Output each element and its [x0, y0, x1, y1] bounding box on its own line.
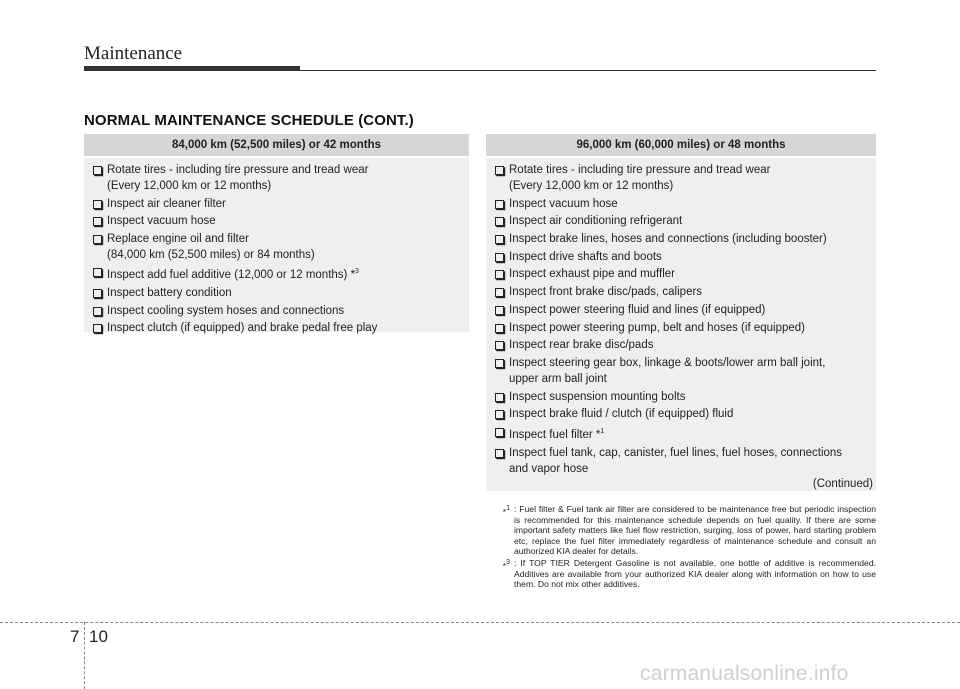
- item-sublabel: upper arm ball joint: [509, 372, 607, 385]
- footnote-text: : Fuel filter & Fuel tank air filter are considered to be maintenance free but periodic inspection is recommended for this maintenance schedule depends on fuel quality. If there are some important safety matters like fuel flow restriction, surging, loss of power, hard starting problem etc, replace the fuel filter immediately regardless of maintenance schedule and consult an authorized KIA dealer for details.: [514, 504, 876, 557]
- checkbox-icon: [93, 217, 102, 226]
- checkbox-icon: [495, 200, 504, 209]
- header-rule: [300, 70, 876, 71]
- checkbox-icon: [93, 235, 102, 244]
- item-sublabel: and vapor hose: [509, 462, 589, 475]
- checklist-item: [494, 266, 868, 282]
- schedule-column-96000: [486, 134, 876, 491]
- checkbox-icon: [495, 306, 504, 315]
- item-label: Inspect brake fluid / clutch (if equipped) fluid: [509, 408, 734, 421]
- item-label: Inspect fuel tank, cap, canister, fuel lines, fuel hoses, connections: [509, 446, 843, 459]
- footer-divider: [0, 622, 960, 623]
- checkbox-icon: [495, 253, 504, 262]
- footer-divider-vertical: [84, 622, 85, 689]
- continued-note: (Continued): [812, 478, 873, 491]
- item-label: Inspect suspension mounting bolts: [509, 390, 686, 403]
- column-header: 84,000 km (52,500 miles) or 42 months: [84, 134, 469, 158]
- checklist-item: [494, 424, 868, 443]
- checkbox-icon: [495, 235, 504, 244]
- watermark: carmanualsonline.info: [640, 662, 849, 685]
- item-label: Rotate tires - including tire pressure and tread wear: [509, 164, 771, 176]
- checklist-item: [92, 264, 461, 283]
- checklist-item: [494, 213, 868, 229]
- item-label: Inspect steering gear box, linkage & boots/lower arm ball joint,: [509, 356, 826, 369]
- item-label: Inspect vacuum hose: [509, 197, 618, 210]
- checklist-item: [494, 337, 868, 353]
- item-label: Inspect vacuum hose: [107, 215, 216, 228]
- item-label: Inspect front brake disc/pads, calipers: [509, 286, 703, 299]
- header-bar: [84, 66, 300, 71]
- footnote: [486, 558, 876, 590]
- item-sublabel: (84,000 km (52,500 miles) or 84 months): [107, 248, 315, 261]
- checkbox-icon: [495, 288, 504, 297]
- item-label: Replace engine oil and filter: [107, 232, 249, 245]
- schedule-column-84000: [84, 134, 469, 335]
- checkbox-icon: [93, 324, 102, 333]
- item-label: Inspect add fuel additive (12,000 or 12 months) *: [107, 269, 356, 282]
- checklist-item: [494, 406, 868, 422]
- checklist-item: [494, 196, 868, 212]
- checkbox-icon: [495, 449, 504, 458]
- checklist-item: [494, 320, 868, 336]
- checklist-item: [92, 285, 461, 301]
- checklist: [486, 158, 876, 477]
- checkbox-icon: [495, 428, 504, 437]
- checkbox-icon: [93, 166, 102, 175]
- footnotes: [486, 504, 876, 591]
- item-label: Inspect rear brake disc/pads: [509, 339, 654, 352]
- item-label: Inspect drive shafts and boots: [509, 250, 662, 263]
- checklist-item: [494, 284, 868, 300]
- footnote-number: 3: [506, 558, 510, 566]
- chapter-number: 7: [70, 627, 80, 646]
- footnote-mark: *: [502, 560, 507, 571]
- checklist-item: [494, 249, 868, 265]
- checklist-item: [92, 162, 461, 194]
- item-label: Inspect brake lines, hoses and connections (including booster): [509, 233, 827, 246]
- footnote-ref: 1: [600, 427, 605, 435]
- checklist: [84, 158, 469, 336]
- page-number: 10: [89, 627, 108, 646]
- checkbox-icon: [93, 307, 102, 316]
- checklist-item: [494, 162, 868, 194]
- checklist-item: [494, 355, 868, 387]
- item-label: Inspect battery condition: [107, 286, 232, 299]
- checkbox-icon: [495, 217, 504, 226]
- checkbox-icon: [495, 410, 504, 419]
- checklist-item: [494, 231, 868, 247]
- column-header: 96,000 km (60,000 miles) or 48 months: [486, 134, 876, 158]
- checkbox-icon: [495, 324, 504, 333]
- checkbox-icon: [93, 200, 102, 209]
- footnote-mark: *: [502, 507, 507, 517]
- checkbox-icon: [495, 359, 504, 368]
- page-heading: NORMAL MAINTENANCE SCHEDULE (CONT.): [84, 112, 414, 129]
- item-label: Inspect fuel filter *: [509, 428, 601, 441]
- item-label: Inspect air cleaner filter: [107, 197, 226, 210]
- checklist-item: [494, 445, 868, 477]
- footnote-number: 1: [506, 505, 510, 512]
- checkbox-icon: [495, 166, 504, 175]
- item-label: Rotate tires - including tire pressure and tread wear: [107, 164, 369, 176]
- checklist-item: [92, 213, 461, 229]
- footnote-text: : If TOP TIER Detergent Gasoline is not available, one bottle of additive is recommended. Additives are available from your authorized KIA dealer along with information on how to use them. Do not mix other additives.: [514, 557, 876, 590]
- item-label: Inspect clutch (if equipped) and brake pedal free play: [107, 322, 378, 335]
- item-label: Inspect power steering fluid and lines (if equipped): [509, 303, 766, 316]
- item-label: Inspect air conditioning refrigerant: [509, 215, 683, 228]
- item-label: Inspect cooling system hoses and connections: [107, 304, 345, 317]
- checklist-item: [92, 231, 461, 263]
- section-title: Maintenance: [84, 43, 183, 64]
- item-sublabel: (Every 12,000 km or 12 months): [509, 180, 674, 192]
- footnote: [486, 504, 876, 557]
- footnote-ref: 3: [355, 268, 359, 276]
- checklist-item: [494, 389, 868, 405]
- checklist-item: [92, 196, 461, 212]
- item-label: Inspect power steering pump, belt and hoses (if equipped): [509, 321, 805, 334]
- checkbox-icon: [93, 268, 102, 277]
- checklist-item: [494, 302, 868, 318]
- checkbox-icon: [93, 289, 102, 298]
- checkbox-icon: [495, 270, 504, 279]
- item-label: Inspect exhaust pipe and muffler: [509, 268, 676, 281]
- item-sublabel: (Every 12,000 km or 12 months): [107, 180, 272, 192]
- checkbox-icon: [495, 341, 504, 350]
- checkbox-icon: [495, 393, 504, 402]
- checklist-item: [92, 320, 461, 336]
- checklist-item: [92, 303, 461, 319]
